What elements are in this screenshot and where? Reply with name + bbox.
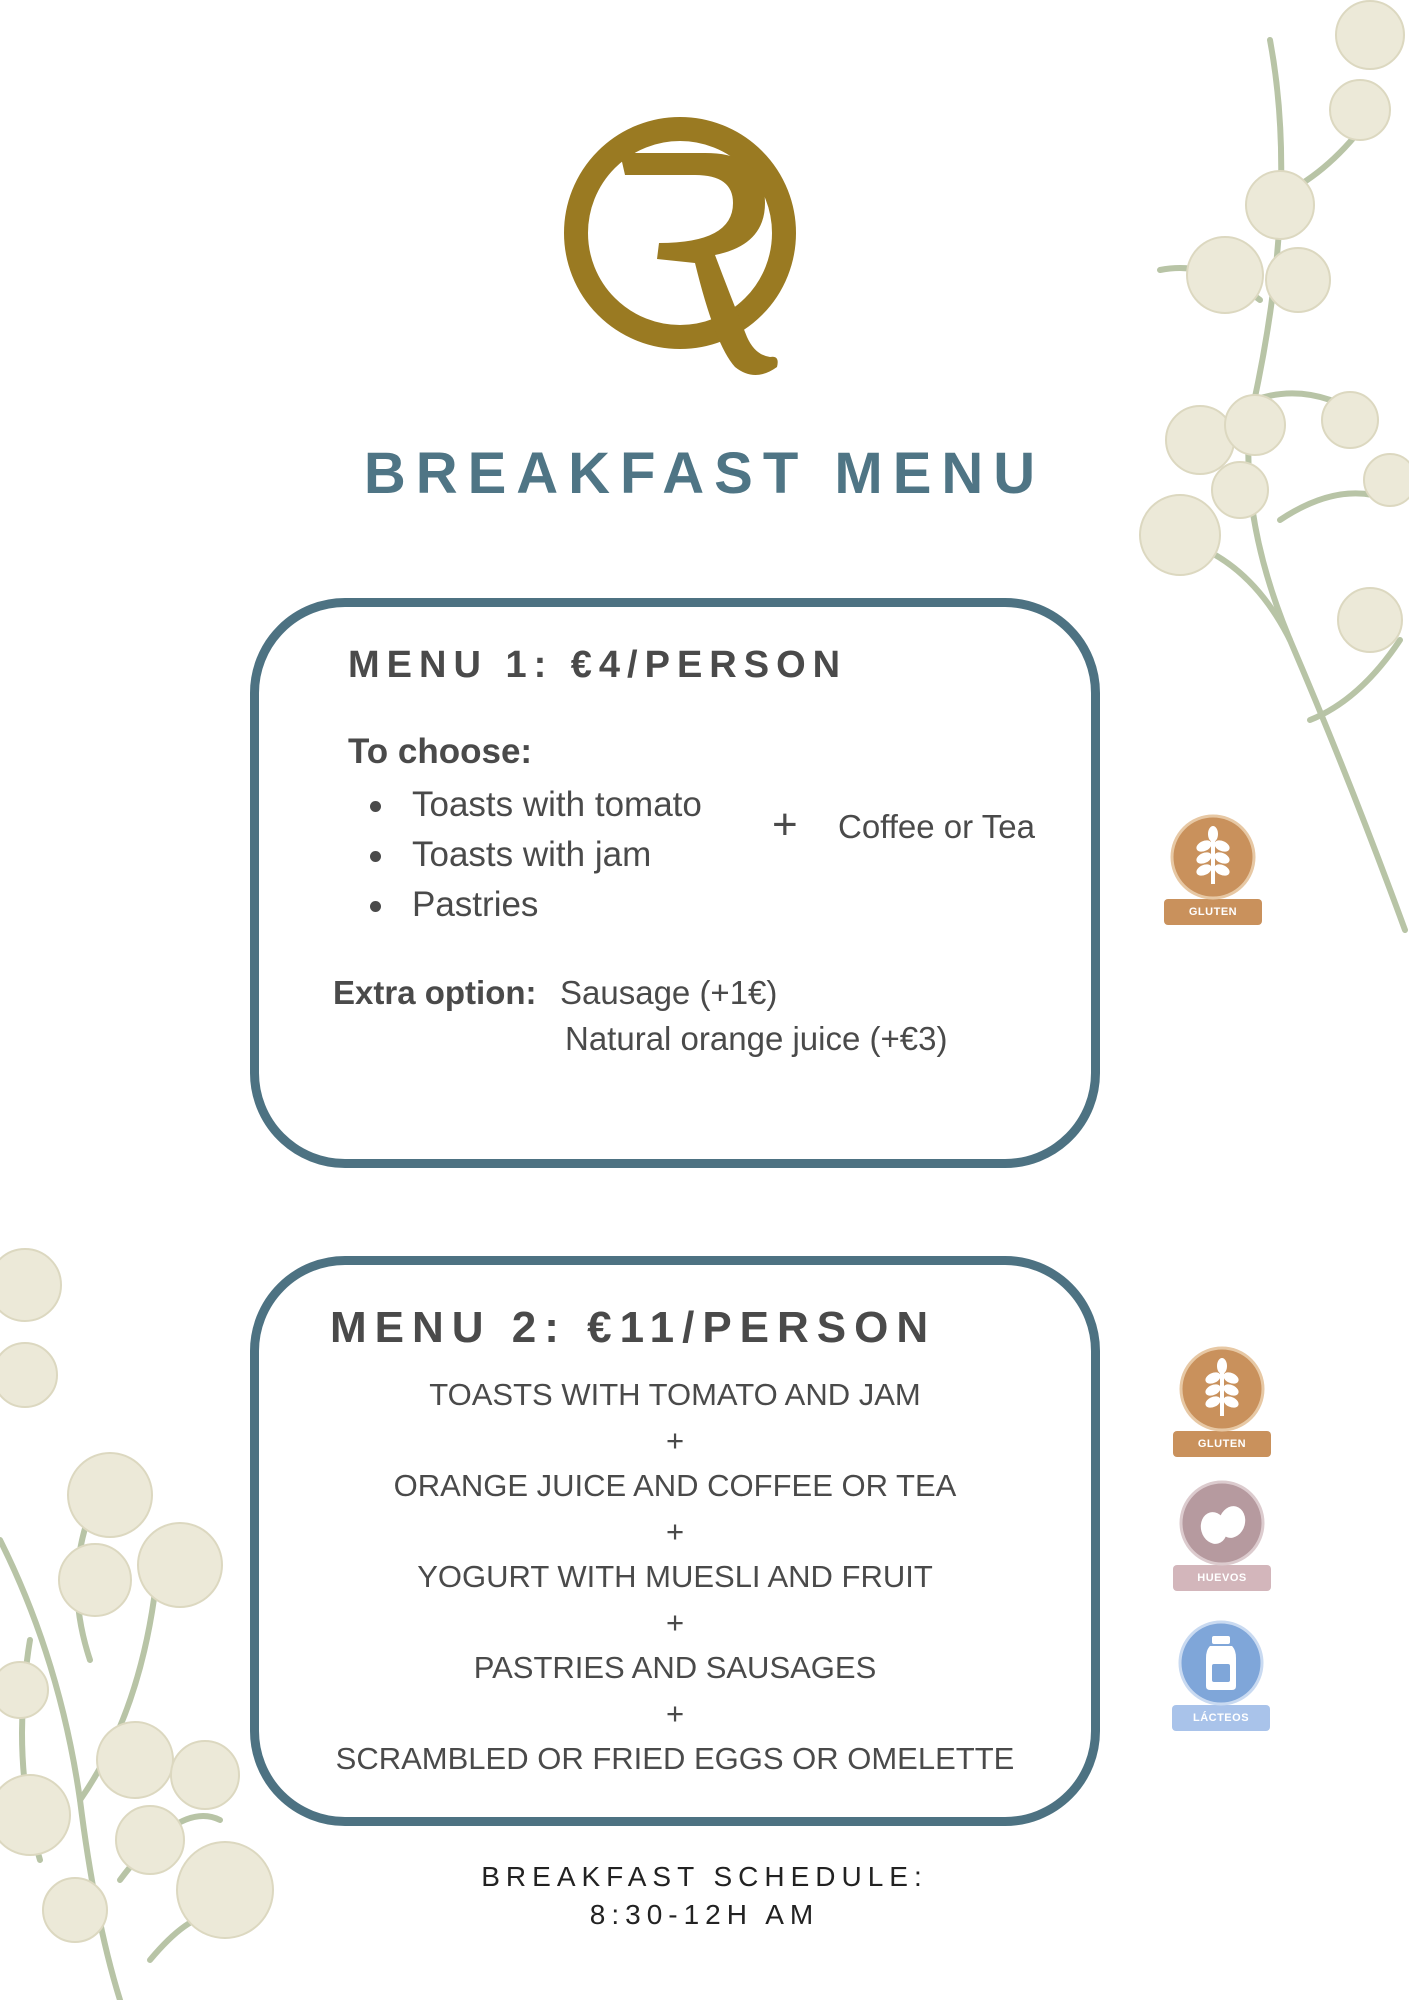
page-title: BREAKFAST MENU — [363, 441, 1046, 506]
wheat-icon — [1170, 814, 1256, 900]
allergen-eggs-menu2 — [1172, 1480, 1272, 1591]
menu-item: YOGURT WITH MUESLI AND FRUIT — [417, 1559, 933, 1594]
milk-icon — [1178, 1620, 1264, 1706]
eggs-icon — [1179, 1480, 1265, 1566]
breakfast-schedule — [0, 1858, 1409, 1934]
wheat-icon — [1179, 1346, 1265, 1432]
allergen-gluten-menu2 — [1172, 1346, 1272, 1457]
list-item: Toasts with tomato — [368, 780, 702, 830]
allergen-label: LÁCTEOS — [1172, 1705, 1270, 1731]
list-item: Pastries — [368, 880, 702, 930]
menu2-heading: MENU 2: €11/PERSON — [330, 1303, 937, 1352]
allergen-label: HUEVOS — [1173, 1565, 1271, 1591]
extra-option-label: Extra option: — [333, 974, 537, 1011]
menu-item: ORANGE JUICE AND COFFEE OR TEA — [393, 1468, 957, 1503]
menu-item: SCRAMBLED OR FRIED EGGS OR OMELETTE — [335, 1741, 1015, 1776]
plus-separator: + — [665, 1695, 685, 1731]
allergen-label: GLUTEN — [1173, 1431, 1271, 1457]
plus-sign: + — [772, 800, 798, 849]
choose-label: To choose: — [348, 732, 533, 771]
drink-option: Coffee or Tea — [838, 808, 1035, 845]
menu-item: TOASTS WITH TOMATO AND JAM — [429, 1377, 921, 1412]
menu1-heading: MENU 1: €4/PERSON — [348, 644, 848, 686]
allergen-label: GLUTEN — [1164, 899, 1262, 925]
plus-separator: + — [665, 1422, 685, 1458]
hotel-logo — [555, 105, 805, 385]
allergen-dairy-menu2 — [1171, 1620, 1271, 1731]
menu-item: PASTRIES AND SAUSAGES — [473, 1650, 877, 1685]
choose-options-list — [368, 780, 702, 930]
list-item: Toasts with jam — [368, 830, 702, 880]
plus-separator: + — [665, 1513, 685, 1549]
extra-option-sausage: Sausage (+1€) — [560, 974, 778, 1011]
extra-option-juice: Natural orange juice (+€3) — [565, 1020, 948, 1057]
schedule-label: BREAKFAST SCHEDULE: — [481, 1861, 928, 1892]
plus-separator: + — [665, 1604, 685, 1640]
menu2-items — [310, 1372, 1040, 1782]
allergen-gluten-menu1 — [1163, 814, 1263, 925]
schedule-hours: 8:30-12H AM — [589, 1899, 820, 1930]
